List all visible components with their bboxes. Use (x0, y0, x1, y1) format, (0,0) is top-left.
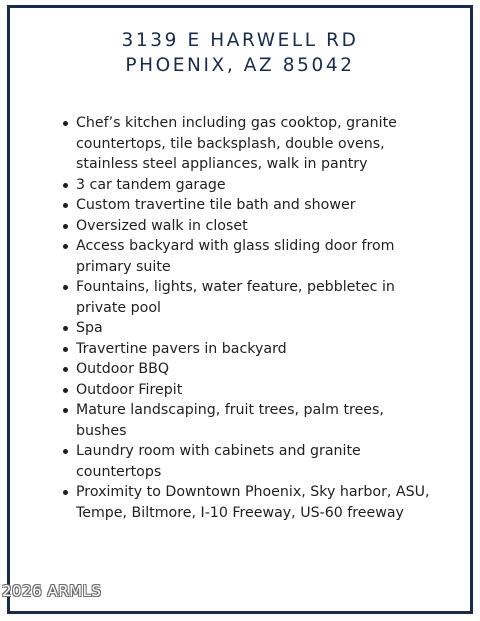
feature-item: Proximity to Downtown Phoenix, Sky harbor, ASU, Tempe, Biltmore, I-10 Freeway, US-60 freeway (76, 482, 436, 523)
feature-item: Outdoor Firepit (76, 380, 436, 401)
feature-item: Chef’s kitchen including gas cooktop, granite countertops, tile backsplash, double ovens, stainless steel appliances, walk in pantry (76, 113, 436, 175)
feature-item: Outdoor BBQ (76, 359, 436, 380)
address-city: PHOENIX, AZ 85042 (125, 55, 355, 76)
feature-item: Travertine pavers in backyard (76, 339, 436, 360)
address-title (10, 28, 470, 78)
feature-item: Spa (76, 318, 436, 339)
feature-item: Oversized walk in closet (76, 216, 436, 237)
address-street: 3139 E HARWELL RD (121, 30, 359, 51)
feature-item: Laundry room with cabinets and granite countertops (76, 441, 436, 482)
feature-item: Access backyard with glass sliding door from primary suite (76, 236, 436, 277)
feature-item: Fountains, lights, water feature, pebbletec in private pool (76, 277, 436, 318)
feature-item: 3 car tandem garage (76, 175, 436, 196)
copyright-watermark: 2026 ARMLS (2, 582, 102, 600)
feature-item: Mature landscaping, fruit trees, palm trees, bushes (76, 400, 436, 441)
feature-list (58, 113, 436, 523)
document-frame (7, 5, 473, 614)
feature-item: Custom travertine tile bath and shower (76, 195, 436, 216)
